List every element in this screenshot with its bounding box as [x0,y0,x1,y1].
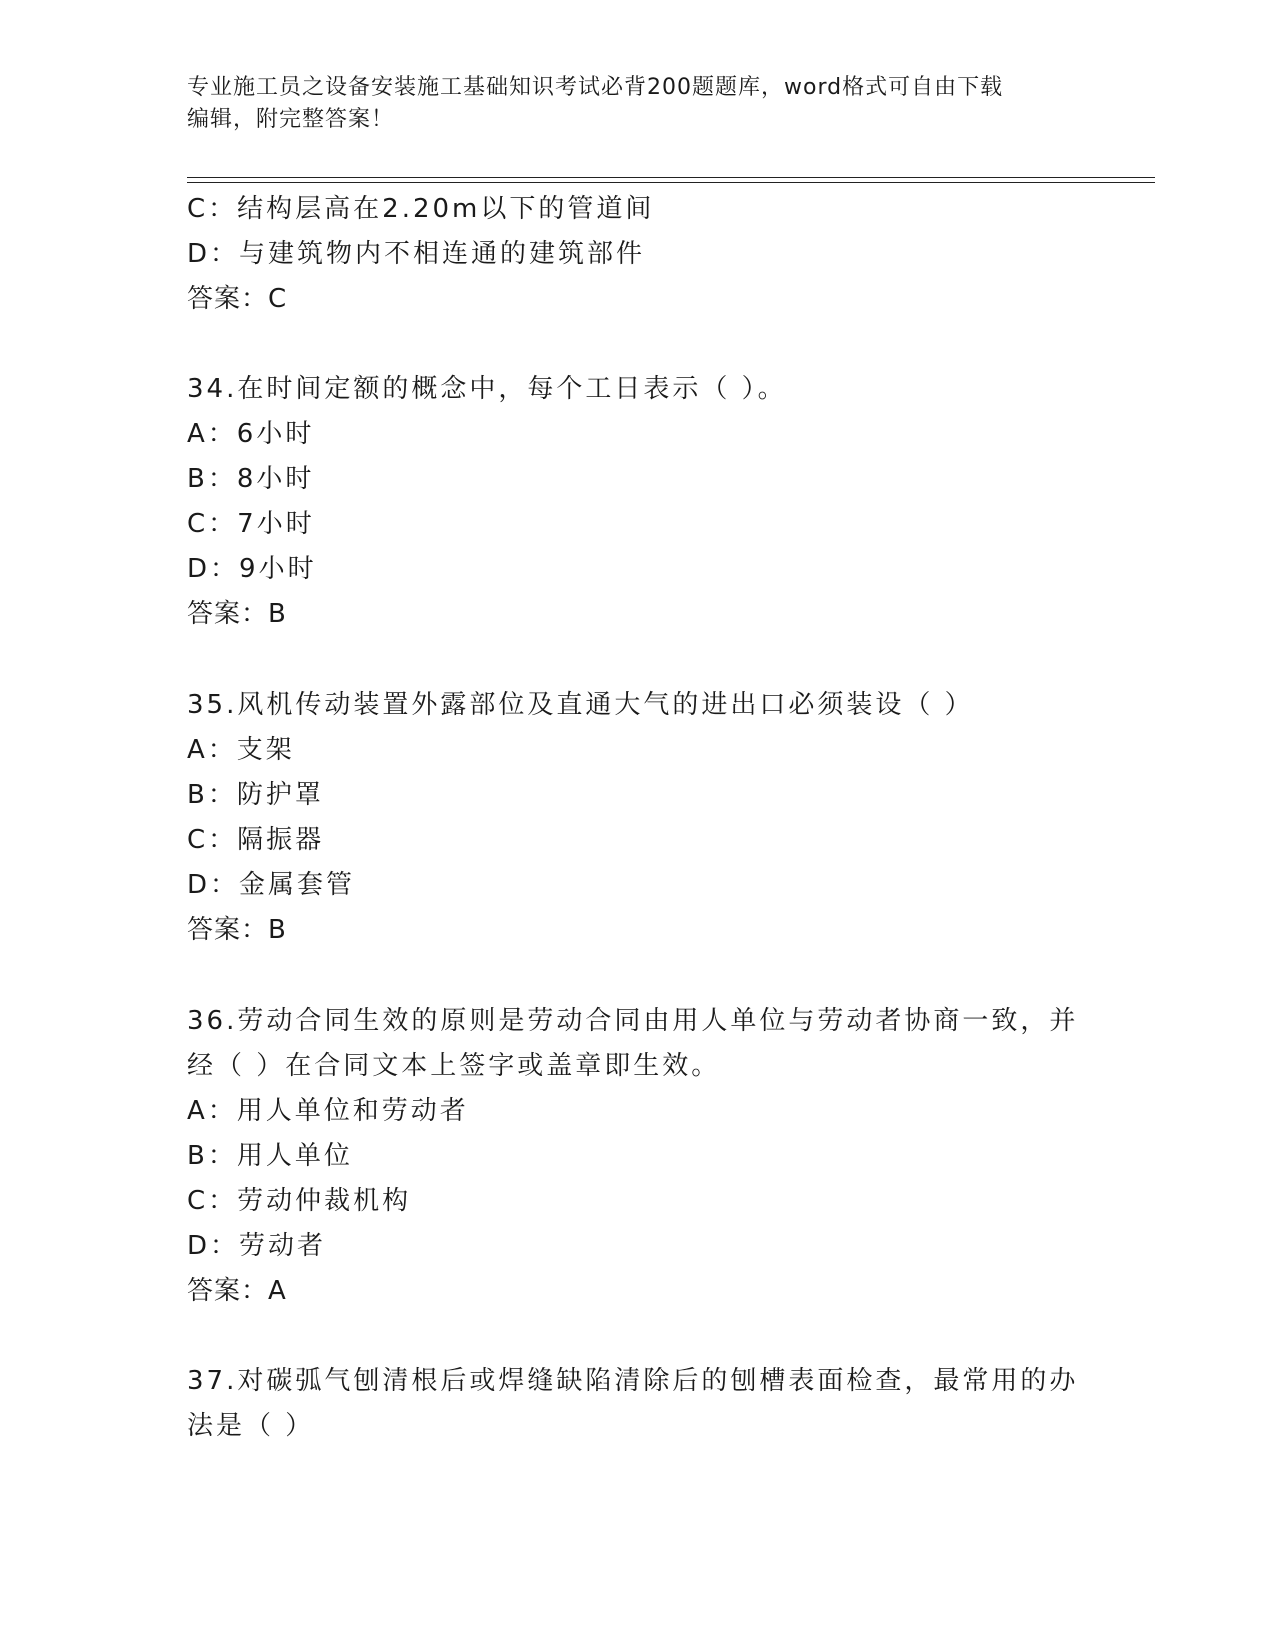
q37-stem-line-2: 法是（ ） [187,1411,315,1441]
q35-option-d: D：金属套管 [187,870,356,900]
q36-stem-line-2: 经（ ）在合同文本上签字或盖章即生效。 [187,1051,721,1081]
q36-option-b: B：用人单位 [187,1141,353,1171]
q35-option-c: C：隔振器 [187,825,325,855]
q35-option-a: A：支架 [187,735,295,765]
q34-option-b: B：8小时 [187,464,315,494]
q35-option-b: B：防护罩 [187,780,324,810]
q35-stem: 35.风机传动装置外露部位及直通大气的进出口必须装设（ ） [187,690,974,720]
q36-option-a: A：用人单位和劳动者 [187,1096,469,1126]
q33-answer: 答案：C [187,284,288,314]
document-header [187,72,1087,136]
q36-stem-line-1: 36.劳动合同生效的原则是劳动合同由用人单位与劳动者协商一致，并 [187,1006,1079,1036]
header-rule-top [187,177,1155,178]
q37-stem-line-1: 37.对碳弧气刨清根后或焊缝缺陷清除后的刨槽表面检查，最常用的办 [187,1366,1079,1396]
q36-option-c: C：劳动仲裁机构 [187,1186,412,1216]
q33-option-d: D：与建筑物内不相连通的建筑部件 [187,239,646,269]
q33-option-c: C：结构层高在2.20m以下的管道间 [187,194,655,224]
q36-option-d: D：劳动者 [187,1231,327,1261]
q35-answer: 答案：B [187,915,287,945]
q34-option-a: A：6小时 [187,419,315,449]
q34-option-c: C：7小时 [187,509,315,539]
q34-answer: 答案：B [187,599,287,629]
q34-stem: 34.在时间定额的概念中，每个工日表示（ ）。 [187,374,787,404]
header-rule-bottom [187,182,1155,183]
q36-answer: 答案：A [187,1276,287,1306]
header-line-2: 编辑，附完整答案！ [187,107,395,132]
header-line-1: 专业施工员之设备安装施工基础知识考试必背200题题库，word格式可自由下载 [187,75,1004,100]
q34-option-d: D：9小时 [187,554,317,584]
